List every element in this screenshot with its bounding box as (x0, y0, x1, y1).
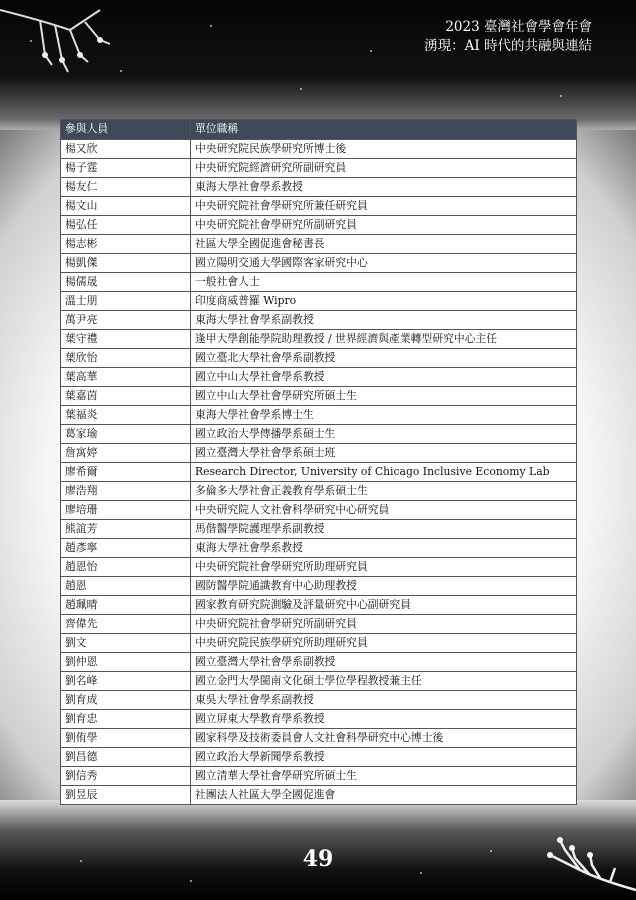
participant-name: 楊子霆 (61, 159, 191, 178)
table-row (61, 729, 577, 748)
participant-affiliation: 國立臺灣大學社會學系碩士班 (191, 444, 577, 463)
table-row (61, 691, 577, 710)
participant-affiliation: 東海大學社會學系教授 (191, 178, 577, 197)
column-header-unit: 單位職稱 (191, 120, 577, 140)
participant-affiliation: 國立屏東大學教育學系教授 (191, 710, 577, 729)
table-row (61, 330, 577, 349)
star (420, 872, 422, 874)
conference-header (424, 18, 592, 56)
participant-name: 詹寓婷 (61, 444, 191, 463)
table-row (61, 178, 577, 197)
participant-name: 葉高華 (61, 368, 191, 387)
participant-name: 廖浩翔 (61, 482, 191, 501)
participant-affiliation: 中央研究院經濟研究所副研究員 (191, 159, 577, 178)
table-row (61, 425, 577, 444)
participant-name: 廖培珊 (61, 501, 191, 520)
participant-affiliation: 中央研究院社會學研究所助理研究員 (191, 558, 577, 577)
participant-name: 葉福炎 (61, 406, 191, 425)
conference-title: 2023 臺灣社會學會年會 (445, 19, 592, 35)
participant-affiliation: 中央研究院社會學研究所副研究員 (191, 216, 577, 235)
star (370, 50, 372, 52)
participant-affiliation: 國立中山大學社會學系教授 (191, 368, 577, 387)
participant-name: 楊凱傑 (61, 254, 191, 273)
table-row (61, 197, 577, 216)
participant-name: 溫士朋 (61, 292, 191, 311)
participant-name: 楊又欣 (61, 140, 191, 159)
participant-affiliation: 東海大學社會學系副教授 (191, 311, 577, 330)
table-row (61, 767, 577, 786)
participant-affiliation: 中央研究院民族學研究所博士後 (191, 140, 577, 159)
participant-name: 劉育成 (61, 691, 191, 710)
table-row (61, 235, 577, 254)
participant-name: 熊誼芳 (61, 520, 191, 539)
table-row (61, 558, 577, 577)
participant-affiliation: 國立中山大學社會學研究所碩士生 (191, 387, 577, 406)
participant-affiliation: 國立政治大學傳播學系碩士生 (191, 425, 577, 444)
participant-name: 葛家瑜 (61, 425, 191, 444)
participant-affiliation: 中央研究院社會學研究所兼任研究員 (191, 197, 577, 216)
participant-name: 趙恩怡 (61, 558, 191, 577)
participant-affiliation: 國立臺灣大學社會學系副教授 (191, 653, 577, 672)
participant-affiliation: 國立陽明交通大學國際客家研究中心 (191, 254, 577, 273)
table-row (61, 653, 577, 672)
participant-name: 楊儒晟 (61, 273, 191, 292)
participant-name: 萬尹亮 (61, 311, 191, 330)
participant-name: 劉仲恩 (61, 653, 191, 672)
participant-name: 楊友仁 (61, 178, 191, 197)
participant-name: 趙恩 (61, 577, 191, 596)
table-row (61, 463, 577, 482)
participant-name: 趙珮晴 (61, 596, 191, 615)
participant-affiliation: 中央研究院社會學研究所副研究員 (191, 615, 577, 634)
table-row (61, 349, 577, 368)
participant-name: 葉嘉茵 (61, 387, 191, 406)
table-row (61, 539, 577, 558)
table-row (61, 672, 577, 691)
table-row (61, 140, 577, 159)
star (560, 95, 562, 97)
participant-affiliation: 中央研究院民族學研究所助理研究員 (191, 634, 577, 653)
participant-affiliation: 國家教育研究院測驗及評量研究中心副研究員 (191, 596, 577, 615)
participant-affiliation: 一般社會人士 (191, 273, 577, 292)
star (300, 88, 302, 90)
table-row (61, 482, 577, 501)
table-row (61, 273, 577, 292)
participants-table (60, 119, 577, 805)
participant-affiliation: 逢甲大學創能學院助理教授 / 世界經濟與產業轉型研究中心主任 (191, 330, 577, 349)
participant-affiliation: 國立清華大學社會學研究所碩士生 (191, 767, 577, 786)
table-row (61, 368, 577, 387)
participant-affiliation: 東吳大學社會學系副教授 (191, 691, 577, 710)
table-row (61, 520, 577, 539)
participant-affiliation: 國立金門大學閩南文化碩士學位學程教授兼主任 (191, 672, 577, 691)
table-row (61, 216, 577, 235)
participant-affiliation: 國家科學及技術委員會人文社會科學研究中心博士後 (191, 729, 577, 748)
star (210, 25, 212, 27)
table-row (61, 596, 577, 615)
table-row (61, 292, 577, 311)
participant-affiliation: 印度商威普羅 Wipro (191, 292, 577, 311)
participant-affiliation: 多倫多大學社會正義教育學系碩士生 (191, 482, 577, 501)
table-row (61, 577, 577, 596)
conference-theme: 湧現：AI 時代的共融與連結 (424, 38, 592, 54)
participant-name: 葉欣怡 (61, 349, 191, 368)
table-row (61, 311, 577, 330)
participant-name: 劉文 (61, 634, 191, 653)
table-header-row (61, 120, 577, 140)
column-header-name: 參與人員 (61, 120, 191, 140)
star (190, 880, 192, 882)
participant-name: 葉守禮 (61, 330, 191, 349)
participant-affiliation: 社團法人社區大學全國促進會 (191, 786, 577, 805)
participant-name: 齊偉先 (61, 615, 191, 634)
participant-affiliation: 東海大學社會學系博士生 (191, 406, 577, 425)
table-row (61, 710, 577, 729)
participant-name: 楊文山 (61, 197, 191, 216)
table-row (61, 406, 577, 425)
participant-name: 楊志彬 (61, 235, 191, 254)
participant-name: 劉昌德 (61, 748, 191, 767)
participant-name: 劉名峰 (61, 672, 191, 691)
participant-affiliation: 馬偕醫學院護理學系副教授 (191, 520, 577, 539)
participant-affiliation: 國立政治大學新聞學系教授 (191, 748, 577, 767)
robot-hand-top-left-icon (0, 0, 140, 80)
participant-name: 劉育忠 (61, 710, 191, 729)
participant-affiliation: 中央研究院人文社會科學研究中心研究員 (191, 501, 577, 520)
table-row (61, 634, 577, 653)
table-row (61, 501, 577, 520)
participant-name: 劉侑學 (61, 729, 191, 748)
table-row (61, 387, 577, 406)
participant-name: 趙彥寧 (61, 539, 191, 558)
participant-affiliation: 國防醫學院通識教育中心助理教授 (191, 577, 577, 596)
participant-affiliation: 國立臺北大學社會學系副教授 (191, 349, 577, 368)
participant-name: 劉昱辰 (61, 786, 191, 805)
participant-name: 劉信秀 (61, 767, 191, 786)
table-row (61, 748, 577, 767)
table-body (61, 140, 577, 805)
page-number: 49 (302, 846, 334, 872)
participant-name: 廖希爾 (61, 463, 191, 482)
participant-affiliation: 社區大學全國促進會秘書長 (191, 235, 577, 254)
table-row (61, 615, 577, 634)
participant-name: 楊弘任 (61, 216, 191, 235)
table-row (61, 444, 577, 463)
table-row (61, 254, 577, 273)
participant-affiliation: 東海大學社會學系教授 (191, 539, 577, 558)
table-row (61, 786, 577, 805)
participant-affiliation: Research Director, University of Chicago Inclusive Economy Lab (191, 463, 577, 482)
table-row (61, 159, 577, 178)
